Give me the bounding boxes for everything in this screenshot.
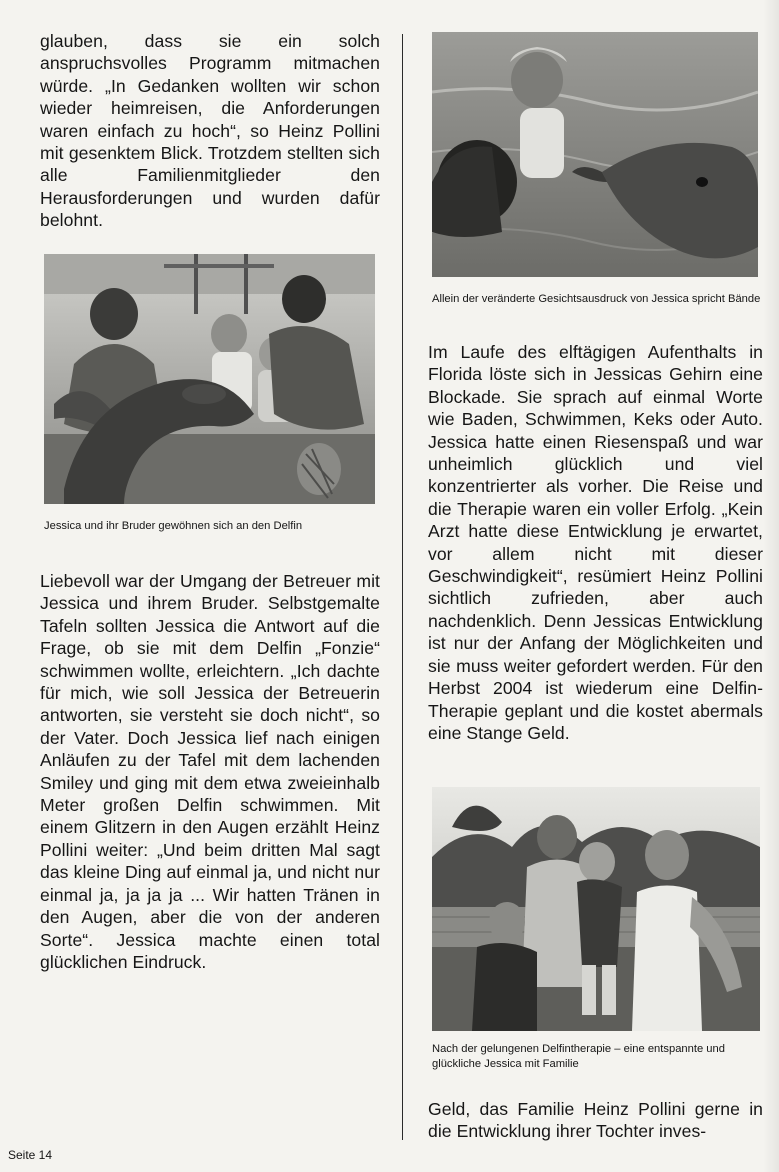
column-divider — [402, 34, 403, 1140]
right-column-upper — [428, 341, 763, 744]
paragraph-2: Liebevoll war der Umgang der Betreuer mit Jessica und ihrem Bruder. Selbstgemalte Tafeln sollten Jessica die Antwort auf die Frage, ob sie mit dem Delfin „Fonzie“ schwimmen wollte, erleichtern. „Ich dachte für mich, wie soll Jessica der Betreuerin antworten, sie versteht sie doch nicht“, so der Vater. Doch Jessica lief nach einigen Anläufen zu der Tafel mit dem lachenden Smiley und ging mit dem etwa zweieinhalb Meter großen Delfin schwimmen. Mit einem Glitzern in den Augen erzählt Heinz Pollini weiter: „Und beim dritten Mal sagt das kleine Ding auf einmal ja, und nicht nur einmal ja, ja ja ja ... Wir hatten Tränen in den Augen, aber die von der anderen Sorte“. Jessica machte einen total glücklichen Eindruck. — [40, 571, 380, 972]
page-edge-shadow — [763, 0, 779, 1172]
photo-jessica-with-family — [432, 787, 760, 1031]
left-column-lower — [40, 570, 380, 973]
photo-2-caption: Allein der veränderte Gesichtsausdruck von Jessica spricht Bände — [432, 293, 761, 305]
right-column-lower — [428, 1098, 763, 1143]
page-number: Seite 14 — [8, 1148, 53, 1162]
paragraph-3: Im Laufe des elftägigen Aufenthalts in Florida löste sich in Jessicas Gehirn eine Blockade. Sie sprach auf einmal Worte wie Baden, Schwimmen, Keks oder Auto. Jessica hatte einen Riesenspaß und war unheimlich glücklich und viel konzentrierter als vorher. Die Reise und die Therapie waren ein voller Erfolg. „Kein Arzt hatte diese Entwicklung je erwartet, vor allem nicht mit dieser Geschwindigkeit“, resümiert Heinz Pollini sichtlich zufrieden, aber auch nachdenklich. Denn Jessicas Entwicklung ist nur der Anfang der Möglichkeiten und sie muss weiter gefordert werden. Für den Herbst 2004 ist wiederum eine Delfin-Therapie geplant und die kostet abermals eine Stange Geld. — [428, 342, 763, 743]
photo-1-caption: Jessica und ihr Bruder gewöhnen sich an den Delfin — [44, 520, 303, 532]
paragraph-1: glauben, dass sie ein solch anspruchsvolles Programm mitmachen würde. „In Gedanken wollten wir schon wieder heimreisen, die Anforderungen waren einfach zu hoch“, so Heinz Pollini mit gesenktem Blick. Trotzdem stellten sich alle Familienmitglieder den Herausforderungen und wurden dafür belohnt. — [40, 31, 380, 231]
photo-jessica-smiling-with-dolphin — [432, 32, 758, 277]
photo-3-caption: Nach der gelungenen Delfintherapie – eine entspannte und glückliche Jessica mit Familie — [432, 1043, 725, 1070]
photo-jessica-brother-dolphin — [44, 254, 375, 504]
left-column — [40, 30, 380, 238]
paragraph-4: Geld, das Familie Heinz Pollini gerne in die Entwicklung ihrer Tochter inves- — [428, 1099, 763, 1142]
